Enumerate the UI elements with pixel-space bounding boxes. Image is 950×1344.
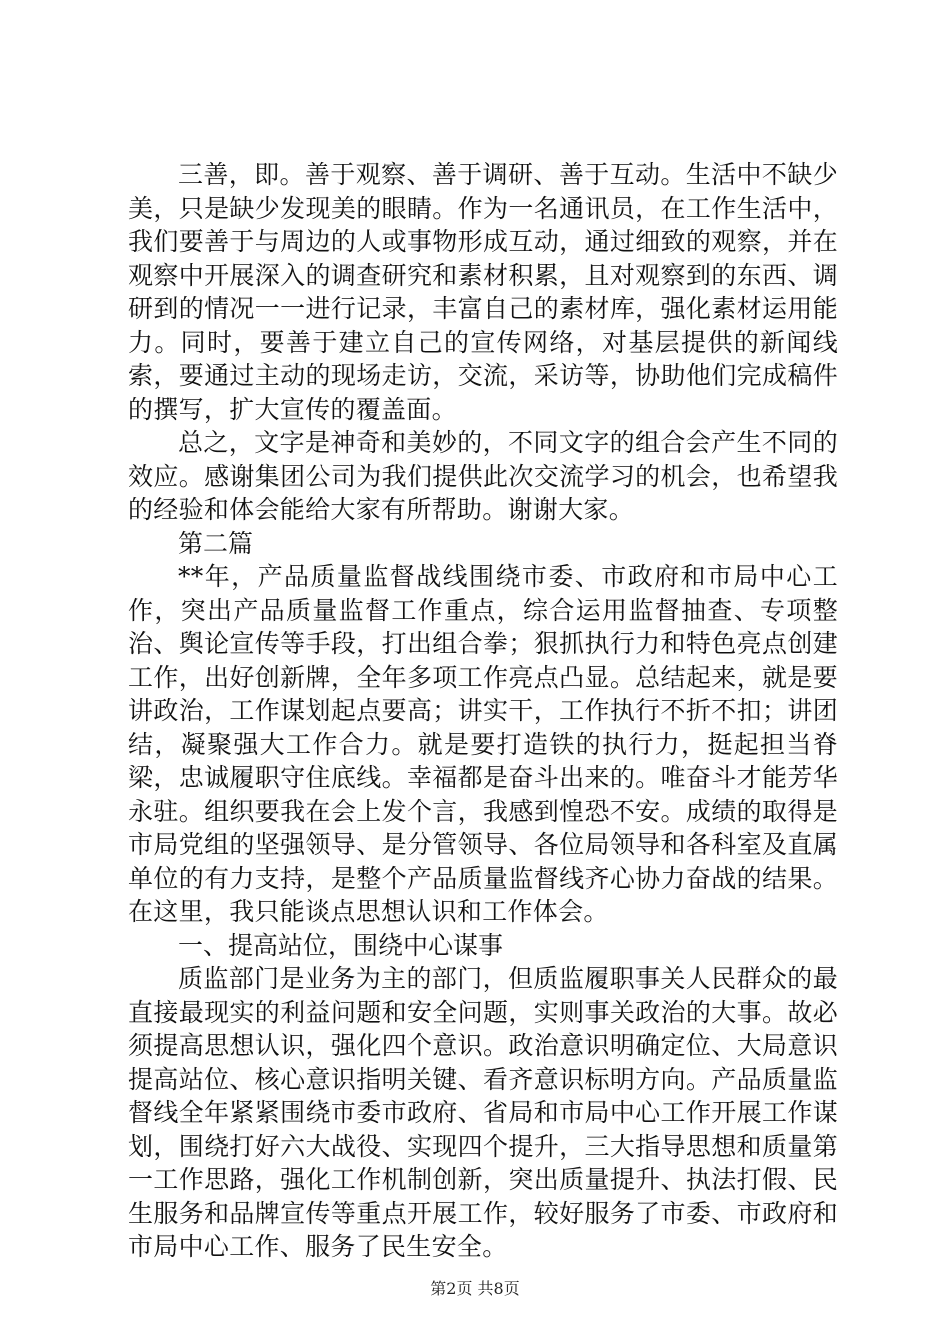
body-paragraph: **年，产品质量监督战线围绕市委、市政府和市局中心工作，突出产品质量监督工作重点，综合运用监督抽查、专项整治、舆论宣传等手段，打出组合拳；狠抓执行力和特色亮点创建工作，出好创新牌，全年多项工作亮点凸显。总结起来，就是要讲政治，工作谋划起点要高；讲实干，工作执行不折不扣；讲团结，凝聚强大工作合力。就是要打造铁的执行力，挺起担当脊梁，忠诚履职守住底线。幸福都是奋斗出来的。唯奋斗才能芳华永驻。组织要我在会上发个言，我感到惶恐不安。成绩的取得是市局党组的坚强领导、是分管领导、各位局领导和各科室及直属单位的有力支持，是整个产品质量监督线齐心协力奋战的结果。在这里，我只能谈点思想认识和工作体会。: [128, 562, 838, 926]
body-paragraph: 质监部门是业务为主的部门，但质监履职事关人民群众的最直接最现实的利益问题和安全问题，实则事关政治的大事。故必须提高思想认识，强化四个意识。政治意识明确定位、大局意识提高站位、核心意识指明关键、看齐意识标明方向。产品质量监督线全年紧紧围绕市委市政府、省局和市局中心工作开展工作谋划，围绕打好六大战役、实现四个提升，三大指导思想和质量第一工作思路，强化工作机制创新，突出质量提升、执法打假、民生服务和品牌宣传等重点开展工作，较好服务了市委、市政府和市局中心工作、服务了民生安全。: [128, 964, 838, 1261]
body-paragraph: 总之，文字是神奇和美妙的，不同文字的组合会产生不同的效应。感谢集团公司为我们提供此次交流学习的机会，也希望我的经验和体会能给大家有所帮助。谢谢大家。: [128, 428, 838, 524]
document-body: [128, 158, 838, 1264]
section-title: 第二篇: [178, 528, 254, 558]
body-paragraph: 三善，即。善于观察、善于调研、善于互动。生活中不缺少美，只是缺少发现美的眼睛。作为一名通讯员，在工作生活中，我们要善于与周边的人或事物形成互动，通过细致的观察，并在观察中开展深入的调查研究和素材积累，且对观察到的东西、调研到的情况一一进行记录，丰富自己的素材库，强化素材运用能力。同时，要善于建立自己的宣传网络，对基层提供的新闻线索，要通过主动的现场走访，交流，采访等，协助他们完成稿件的撰写，扩大宣传的覆盖面。: [128, 160, 838, 424]
page-footer: 第2页 共8页: [430, 1279, 520, 1298]
subheading: 一、提高站位，围绕中心谋事: [178, 930, 504, 960]
